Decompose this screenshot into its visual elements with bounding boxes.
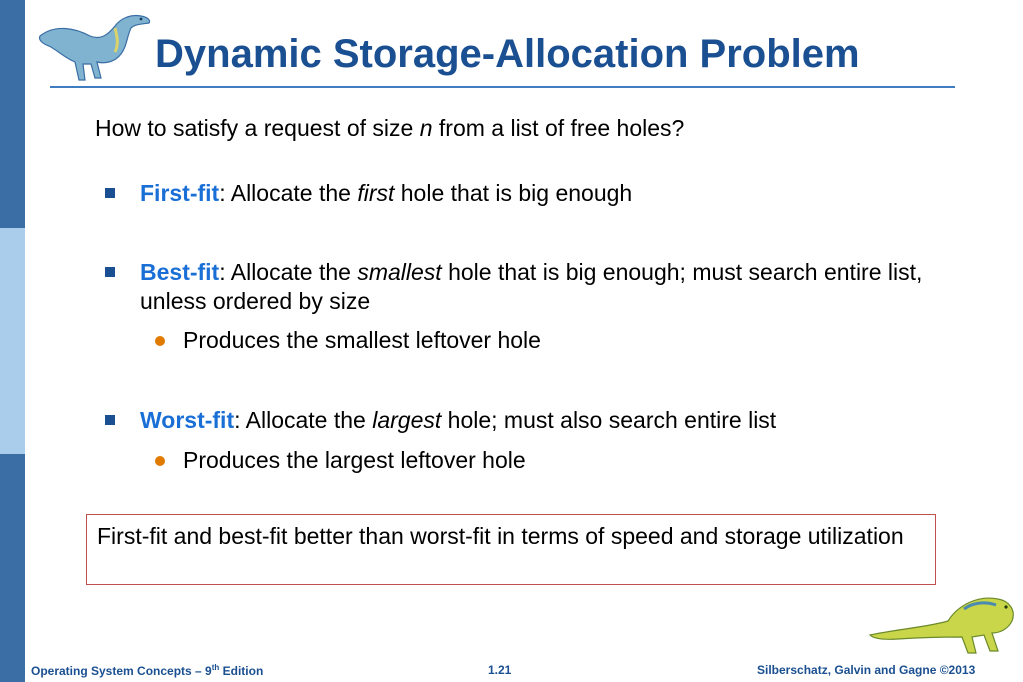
bullet-text-before: : Allocate the [219, 259, 358, 285]
bullet-best-fit [105, 258, 935, 316]
term-best-fit: Best-fit [140, 259, 220, 285]
bullet-text-after: hole that is big enough; must search entire list, unless ordered by size [140, 259, 923, 314]
sidebar-segment-bottom [0, 454, 25, 682]
sidebar-segment-top [0, 0, 25, 228]
term-first-fit: First-fit [140, 180, 220, 206]
sub-bullet-best-fit [155, 326, 541, 355]
bullet-emphasis: largest [372, 407, 442, 433]
footer-copyright: Silberschatz, Galvin and Gagne ©2013 [757, 663, 976, 677]
sub-bullet-worst-fit [155, 446, 526, 475]
square-bullet-icon [105, 188, 115, 198]
round-bullet-icon [155, 336, 165, 346]
bullet-text-before: : Allocate the [234, 407, 373, 433]
bullet-text-after: hole that is big enough [394, 180, 633, 206]
intro-text-before: How to satisfy a request of size [95, 115, 420, 141]
sub-bullet-text: Produces the smallest leftover hole [183, 327, 541, 353]
term-worst-fit: Worst-fit [140, 407, 235, 433]
title-divider [50, 86, 955, 88]
dinosaur-logo-icon [868, 585, 1018, 657]
bullet-emphasis: first [357, 180, 395, 206]
footer-edition-text: Edition [219, 664, 264, 678]
summary-note-box: First-fit and best-fit better than worst-fit in terms of speed and storage utilization [86, 514, 936, 585]
bullet-text [140, 179, 935, 208]
footer-course-text: Operating System Concepts – 9 [31, 664, 212, 678]
bullet-text [140, 258, 935, 316]
bullet-first-fit [105, 179, 935, 208]
slide-title: Dynamic Storage-Allocation Problem [155, 32, 860, 76]
square-bullet-icon [105, 267, 115, 277]
intro-question [95, 114, 684, 142]
footer-course-title [31, 663, 263, 678]
bullet-text-after: hole; must also search entire list [441, 407, 777, 433]
footer-edition-suffix: th [211, 663, 220, 672]
bullet-text-before: : Allocate the [219, 180, 358, 206]
footer-slide-number: 1.21 [488, 663, 512, 677]
bullet-worst-fit [105, 406, 935, 435]
sub-bullet-text: Produces the largest leftover hole [183, 447, 526, 473]
intro-variable: n [419, 115, 433, 141]
dinosaur-logo-icon [35, 6, 155, 86]
round-bullet-icon [155, 456, 165, 466]
sidebar-segment-middle [0, 228, 25, 454]
intro-text-after: from a list of free holes? [432, 115, 685, 141]
bullet-emphasis: smallest [357, 259, 442, 285]
bullet-text [140, 406, 935, 435]
square-bullet-icon [105, 415, 115, 425]
left-sidebar-bar [0, 0, 25, 682]
